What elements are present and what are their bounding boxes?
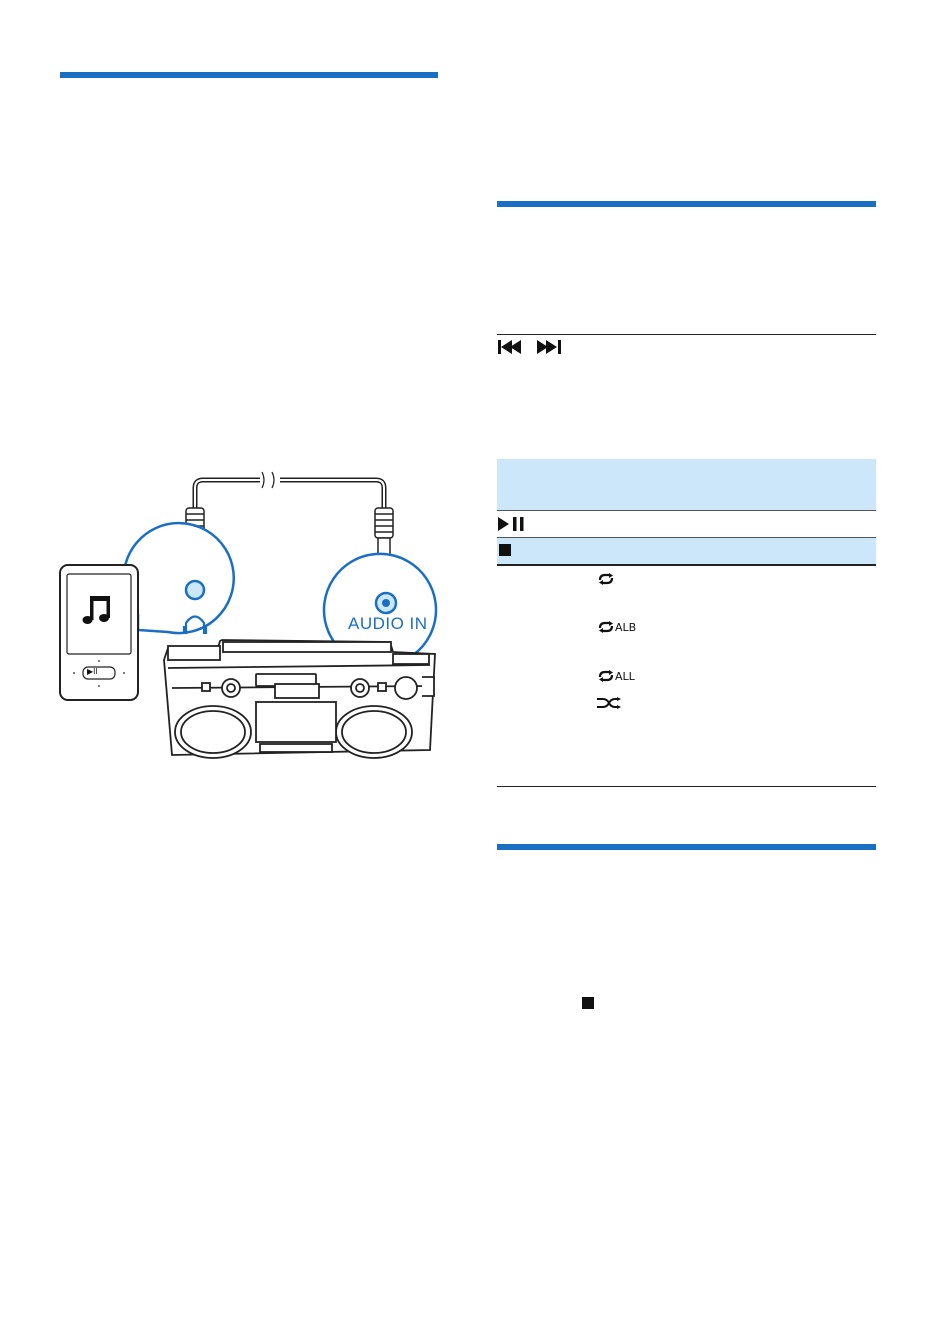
table-row xyxy=(497,538,876,564)
row-divider xyxy=(497,510,876,511)
right-section-rule-bottom xyxy=(497,844,876,850)
stop-icon xyxy=(499,544,511,556)
play-pause-icon xyxy=(498,517,526,531)
headphone-jack-bubble xyxy=(124,523,234,634)
previous-track-icon xyxy=(498,340,524,354)
media-player xyxy=(60,565,138,700)
repeat-all-label: ALL xyxy=(615,670,635,683)
table-top-border xyxy=(497,334,876,335)
audio-in-label: AUDIO IN xyxy=(348,614,428,633)
right-section-rule-top xyxy=(497,201,876,207)
table-bottom-border xyxy=(497,786,876,787)
repeat-icon xyxy=(597,670,615,682)
repeat-icon xyxy=(597,573,615,585)
jack-socket-left xyxy=(186,581,204,599)
cable-break-mark xyxy=(262,472,274,488)
player-play-button-label: ▶II xyxy=(87,667,98,676)
left-section-rule xyxy=(60,72,438,78)
repeat-icon xyxy=(597,621,615,633)
repeat-album-label: ALB xyxy=(615,621,637,634)
next-track-icon xyxy=(537,340,563,354)
shuffle-icon xyxy=(597,697,621,709)
table-row xyxy=(497,459,876,510)
stop-icon xyxy=(582,997,594,1009)
boombox xyxy=(164,640,435,758)
row-divider xyxy=(497,564,876,566)
